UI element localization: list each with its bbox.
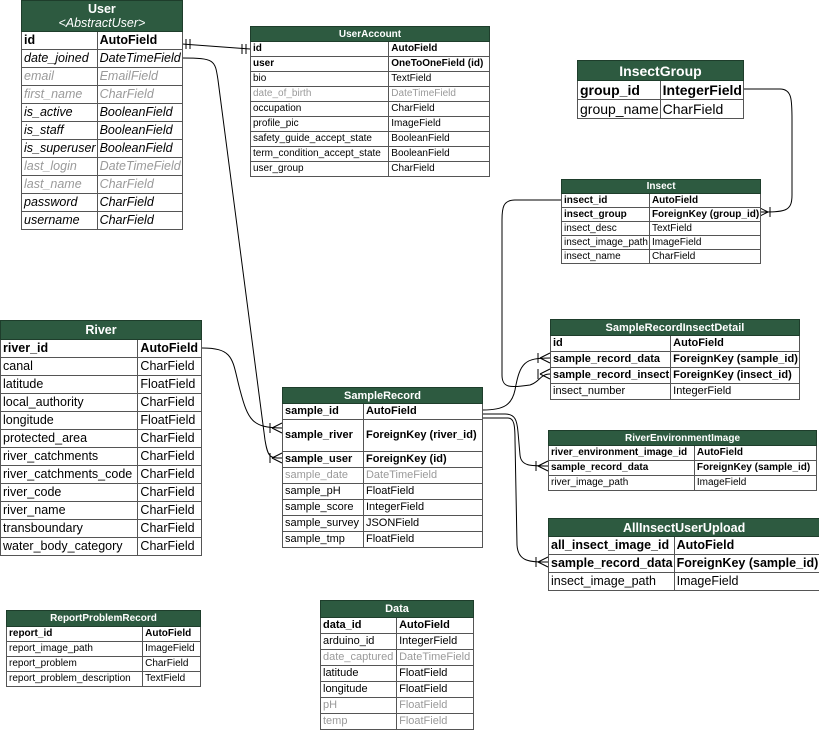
- field-type: CharField: [660, 100, 743, 119]
- field-type: CharField: [97, 86, 182, 104]
- field-type: AutoField: [649, 194, 760, 208]
- field-name: sample_id: [283, 404, 364, 420]
- field-type: AutoField: [97, 32, 182, 50]
- field-type: FloatField: [138, 412, 202, 430]
- field-name: transboundary: [1, 520, 138, 538]
- edge-river-samplerecord: [202, 348, 282, 428]
- field-name: river_name: [1, 502, 138, 520]
- field-name: term_condition_accept_state: [251, 147, 389, 162]
- field-name: local_authority: [1, 394, 138, 412]
- samplerecord-entity: [282, 387, 483, 548]
- field-type: CharField: [97, 194, 182, 212]
- field-name: longitude: [321, 682, 397, 698]
- entity-title: Data: [385, 603, 409, 615]
- field-name: user_group: [251, 162, 389, 177]
- field-name: arduino_id: [321, 634, 397, 650]
- crows-foot-many-marker: [538, 369, 550, 379]
- field-type: FloatField: [363, 532, 482, 548]
- entity-header: [549, 519, 819, 537]
- field-type: DateTimeField: [97, 50, 182, 68]
- field-type: AutoField: [694, 446, 816, 461]
- field-type: CharField: [138, 520, 202, 538]
- edge-samplerecord-srid: [483, 358, 550, 410]
- field-name: report_id: [7, 627, 143, 642]
- field-type: ForeignKey (sample_id): [694, 461, 816, 476]
- field-type: CharField: [138, 484, 202, 502]
- field-type: ImageField: [694, 476, 816, 491]
- field-name: sample_score: [283, 500, 364, 516]
- field-type: BooleanField: [97, 104, 182, 122]
- entity-title: River: [85, 323, 117, 337]
- field-type: CharField: [649, 250, 760, 264]
- field-name: profile_pic: [251, 117, 389, 132]
- field-type: AutoField: [671, 336, 800, 352]
- entity-title: SampleRecord: [343, 389, 422, 402]
- field-type: ForeignKey (sample_id): [671, 352, 800, 368]
- field-type: FloatField: [397, 714, 474, 730]
- entity-header: [251, 27, 490, 42]
- field-type: ImageField: [649, 236, 760, 250]
- field-name: sample_user: [283, 452, 364, 468]
- field-name: insect_id: [562, 194, 650, 208]
- field-name: last_name: [22, 176, 98, 194]
- entity-title: Insect: [646, 181, 676, 192]
- field-name: report_image_path: [7, 642, 143, 657]
- entity-header: [321, 601, 474, 618]
- field-type: DateTimeField: [397, 650, 474, 666]
- field-type: TextField: [649, 222, 760, 236]
- field-type: CharField: [138, 448, 202, 466]
- entity-header: [22, 1, 183, 32]
- field-type: FloatField: [363, 484, 482, 500]
- field-name: id: [551, 336, 671, 352]
- entity-header: [283, 388, 483, 404]
- edge-samplerecord-aiuu: [483, 418, 548, 562]
- field-type: AutoField: [363, 404, 482, 420]
- field-type: TextField: [389, 72, 490, 87]
- field-type: ForeignKey (group_id): [649, 208, 760, 222]
- field-type: FloatField: [138, 376, 202, 394]
- field-name: latitude: [1, 376, 138, 394]
- field-name: occupation: [251, 102, 389, 117]
- field-name: first_name: [22, 86, 98, 104]
- field-type: IntegerField: [671, 384, 800, 400]
- field-type: ImageField: [389, 117, 490, 132]
- field-type: CharField: [138, 466, 202, 484]
- field-type: ForeignKey (sample_id): [674, 555, 819, 573]
- entity-title: AllInsectUserUpload: [623, 520, 746, 535]
- field-type: AutoField: [397, 618, 474, 634]
- entity-title: RiverEnvironmentImage: [624, 432, 741, 444]
- entity-header: [578, 61, 744, 81]
- field-type: BooleanField: [389, 147, 490, 162]
- field-type: FloatField: [397, 666, 474, 682]
- field-name: data_id: [321, 618, 397, 634]
- field-name: group_id: [578, 81, 661, 100]
- field-name: water_body_category: [1, 538, 138, 556]
- field-type: CharField: [138, 430, 202, 448]
- field-name: sample_record_data: [549, 555, 675, 573]
- entity-header: [7, 611, 201, 627]
- allinsectuserupload-entity: [548, 518, 819, 591]
- field-name: safety_guide_accept_state: [251, 132, 389, 147]
- field-name: river_image_path: [549, 476, 695, 491]
- field-type: EmailField: [97, 68, 182, 86]
- field-type: AutoField: [138, 340, 202, 358]
- one-marker: [186, 39, 190, 49]
- field-type: IntegerField: [363, 500, 482, 516]
- crows-foot-many-marker: [536, 461, 548, 471]
- field-name: latitude: [321, 666, 397, 682]
- field-name: date_of_birth: [251, 87, 389, 102]
- field-name: email: [22, 68, 98, 86]
- insect-entity: [561, 179, 761, 264]
- field-type: IntegerField: [397, 634, 474, 650]
- field-name: sample_pH: [283, 484, 364, 500]
- field-name: all_insect_image_id: [549, 537, 675, 555]
- field-name: insect_number: [551, 384, 671, 400]
- field-name: sample_river: [283, 420, 364, 452]
- field-name: river_catchments: [1, 448, 138, 466]
- field-name: id: [22, 32, 98, 50]
- field-name: protected_area: [1, 430, 138, 448]
- field-name: sample_date: [283, 468, 364, 484]
- field-type: CharField: [138, 394, 202, 412]
- insectgroup-entity: [577, 60, 744, 119]
- crows-foot-many-marker: [270, 453, 282, 463]
- field-type: AutoField: [143, 627, 201, 642]
- field-type: OneToOneField (id): [389, 57, 490, 72]
- edge-user-useraccount: [182, 44, 250, 49]
- river-entity: [0, 320, 202, 556]
- entity-header: [562, 180, 761, 194]
- entity-title: InsectGroup: [619, 62, 702, 79]
- field-name: password: [22, 194, 98, 212]
- field-name: is_superuser: [22, 140, 98, 158]
- entity-subtitle: <AbstractUser>: [58, 16, 146, 30]
- field-type: CharField: [138, 358, 202, 376]
- field-name: river_environment_image_id: [549, 446, 695, 461]
- field-type: IntegerField: [660, 81, 743, 100]
- field-name: river_id: [1, 340, 138, 358]
- crows-foot-many-marker: [270, 423, 282, 433]
- field-name: sample_tmp: [283, 532, 364, 548]
- field-type: AutoField: [389, 42, 490, 57]
- field-name: last_login: [22, 158, 98, 176]
- entity-header: [1, 321, 202, 340]
- field-name: river_code: [1, 484, 138, 502]
- field-type: BooleanField: [97, 140, 182, 158]
- field-type: ImageField: [143, 642, 201, 657]
- field-name: longitude: [1, 412, 138, 430]
- field-type: CharField: [97, 176, 182, 194]
- field-type: ForeignKey (river_id): [363, 420, 482, 452]
- data-entity: [320, 600, 474, 730]
- field-name: date_joined: [22, 50, 98, 68]
- entity-title: UserAccount: [338, 28, 402, 40]
- field-name: id: [251, 42, 389, 57]
- user-entity: [21, 0, 183, 230]
- field-type: DateTimeField: [97, 158, 182, 176]
- field-name: sample_record_data: [549, 461, 695, 476]
- field-type: CharField: [143, 657, 201, 672]
- field-type: JSONField: [363, 516, 482, 532]
- entity-title: SampleRecordInsectDetail: [605, 321, 745, 334]
- field-type: DateTimeField: [389, 87, 490, 102]
- field-name: sample_record_data: [551, 352, 671, 368]
- riverenvironmentimage-entity: [548, 430, 817, 491]
- field-type: FloatField: [397, 682, 474, 698]
- field-name: report_problem_description: [7, 672, 143, 687]
- field-type: BooleanField: [389, 132, 490, 147]
- field-name: temp: [321, 714, 397, 730]
- field-name: sample_record_insect: [551, 368, 671, 384]
- samplerecordinsectdetail-entity: [550, 319, 800, 400]
- field-name: insect_image_path: [562, 236, 650, 250]
- field-name: username: [22, 212, 98, 230]
- field-name: is_staff: [22, 122, 98, 140]
- field-name: pH: [321, 698, 397, 714]
- field-name: user: [251, 57, 389, 72]
- field-type: CharField: [138, 502, 202, 520]
- entity-title: User: [87, 2, 116, 16]
- field-type: ForeignKey (id): [363, 452, 482, 468]
- edge-samplerecord-rei: [483, 414, 548, 466]
- field-name: bio: [251, 72, 389, 87]
- field-name: insect_image_path: [549, 573, 675, 591]
- field-type: CharField: [389, 162, 490, 177]
- field-type: CharField: [97, 212, 182, 230]
- crows-foot-many-marker: [538, 353, 550, 363]
- entity-header: [549, 431, 817, 446]
- field-type: ForeignKey (insect_id): [671, 368, 800, 384]
- field-name: group_name: [578, 100, 661, 119]
- field-name: river_catchments_code: [1, 466, 138, 484]
- field-name: canal: [1, 358, 138, 376]
- one-marker: [242, 44, 246, 54]
- entity-header: [551, 320, 800, 336]
- field-name: insect_group: [562, 208, 650, 222]
- field-name: report_problem: [7, 657, 143, 672]
- crows-foot-many-marker: [536, 557, 548, 567]
- field-type: CharField: [138, 538, 202, 556]
- field-type: DateTimeField: [363, 468, 482, 484]
- field-name: insect_desc: [562, 222, 650, 236]
- field-name: insect_name: [562, 250, 650, 264]
- useraccount-entity: [250, 26, 490, 177]
- field-type: ImageField: [674, 573, 819, 591]
- field-type: AutoField: [674, 537, 819, 555]
- field-name: date_captured: [321, 650, 397, 666]
- field-name: sample_survey: [283, 516, 364, 532]
- field-type: BooleanField: [97, 122, 182, 140]
- entity-title: ReportProblemRecord: [50, 613, 157, 624]
- field-type: FloatField: [397, 698, 474, 714]
- field-type: CharField: [389, 102, 490, 117]
- reportproblemrecord-entity: [6, 610, 201, 687]
- field-name: is_active: [22, 104, 98, 122]
- field-type: TextField: [143, 672, 201, 687]
